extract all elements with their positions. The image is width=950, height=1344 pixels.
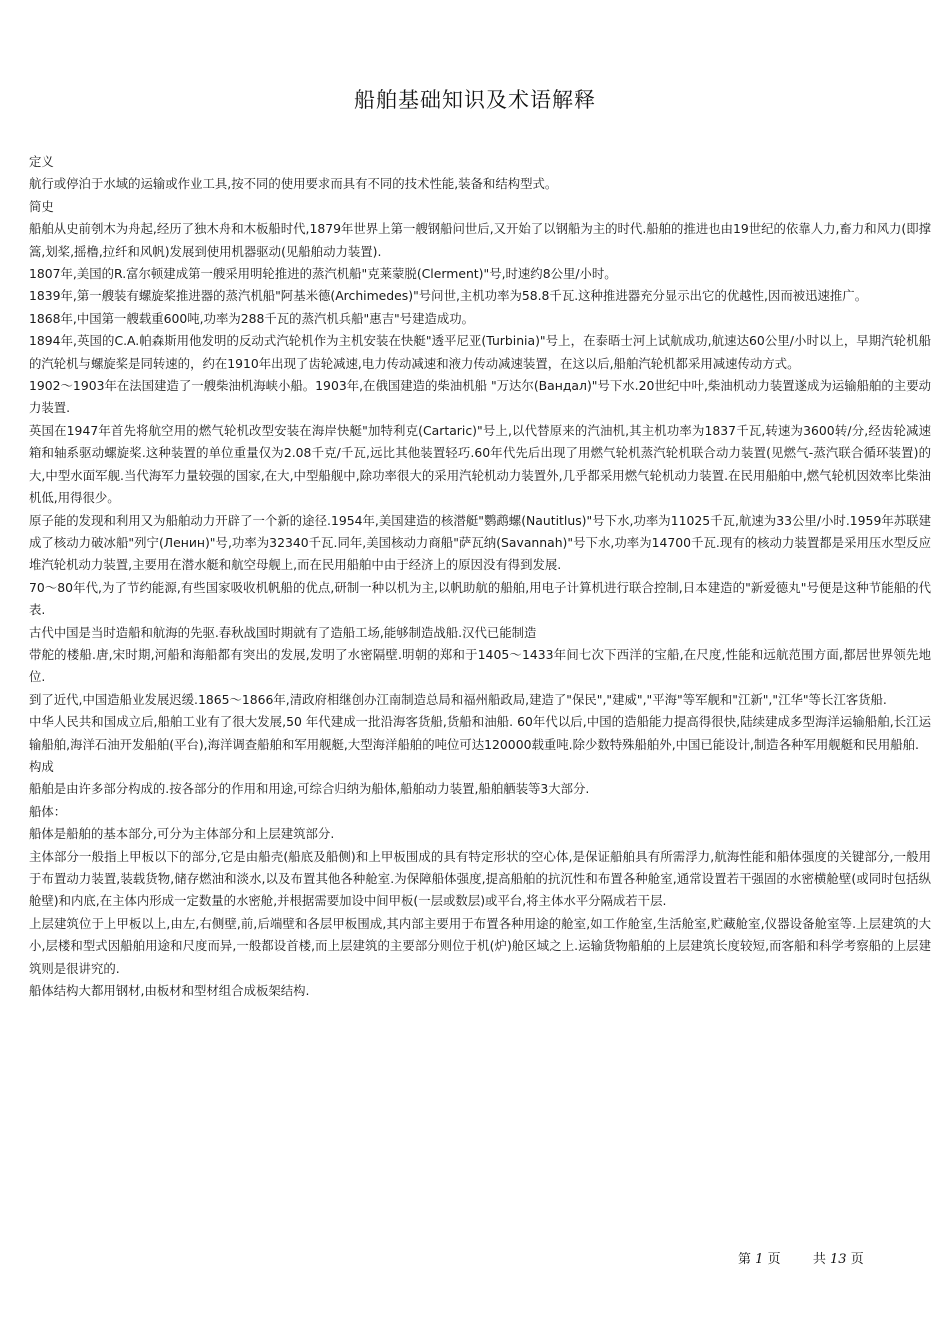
paragraph: 航行或停泊于水域的运输或作业工具,按不同的使用要求而具有不同的技术性能,装备和结构型式。 bbox=[29, 176, 558, 192]
document-body bbox=[29, 151, 931, 1002]
section-heading: 简史 bbox=[29, 198, 54, 214]
paragraph: 原子能的发现和利用又为船舶动力开辟了一个新的途径.1954年,美国建造的核潜艇"鹦鹉螺(Nautitlus)"号下水,功率为11025千瓦,航速为33公里/小时.1959年苏联建成了核动力破冰船"列宁(Ленин)"号,功率为32340千瓦.同年,美国核动力商船"萨瓦纳(Savannah)"号下水,功率为14700千瓦.现有的核动力装置都是采用压水型反应堆汽轮机动力装置,主要用在潜水艇和航空母舰上,而在民用船舶中由于经济上的原因没有得到发展. bbox=[29, 512, 931, 573]
paragraph: 船舶从史前刳木为舟起,经历了独木舟和木板船时代,1879年世界上第一艘钢船问世后,又开始了以钢船为主的时代.船舶的推进也由19世纪的依靠人力,畜力和风力(即撑篙,划桨,摇橹,拉纤和风帆)发展到使用机器驱动(见船舶动力装置). bbox=[29, 221, 931, 259]
paragraph: 1868年,中国第一艘载重600吨,功率为288千瓦的蒸汽机兵船"惠吉"号建造成功。 bbox=[29, 310, 475, 326]
paragraph: 主体部分一般指上甲板以下的部分,它是由船壳(船底及船侧)和上甲板围成的具有特定形状的空心体,是保证船舶具有所需浮力,航海性能和船体强度的关键部分,一般用于布置动力装置,装载货物,储存燃油和淡水,以及布置其他各种舱室.为保障船体强度,提高船舶的抗沉性和布置各种舱室,通常设置若干强固的水密横舱壁(或同时包括纵舱壁)和内底,在主体内形成一定数量的水密舱,并根据需要加设中间甲板(一层或数层)或平台,将主体水平分隔成若干层. bbox=[29, 848, 931, 909]
paragraph: 中华人民共和国成立后,船舶工业有了很大发展,50 年代建成一批沿海客货船,货船和油船. 60年代以后,中国的造船能力提高得很快,陆续建成多型海洋运输船舶,长江运输船舶,海洋石油开发船舶(平台),海洋调查船舶和军用舰艇,大型海洋船舶的吨位可达120000载重吨.除少数特殊船舶外,中国已能设计,制造各种军用舰艇和民用船舶. bbox=[29, 714, 931, 752]
section-heading: 构成 bbox=[29, 758, 54, 774]
page-suffix: 页 bbox=[767, 1252, 781, 1267]
paragraph: 船体是船舶的基本部分,可分为主体部分和上层建筑部分. bbox=[29, 826, 335, 842]
paragraph: 英国在1947年首先将航空用的燃气轮机改型安装在海岸快艇"加特利克(Cartaric)"号上,以代替原来的汽油机,其主机功率为1837千瓦,转速为3600转/分,经齿轮减速箱和轴系驱动螺旋桨.这种装置的单位重量仅为2.08千克/千瓦,远比其他装置轻巧.60年代先后出现了用燃气轮机蒸汽轮机联合动力装置(见燃气-蒸汽联合循环装置)的大,中型水面军舰.当代海军力量较强的国家,在大,中型船舰中,除功率很大的采用汽轮机动力装置外,几乎都采用燃气轮机动力装置.在民用船舶中,燃气轮机因效率比柴油机低,用得很少。 bbox=[29, 422, 931, 506]
page-prefix: 第 bbox=[738, 1252, 752, 1267]
paragraph: 船舶是由许多部分构成的.按各部分的作用和用途,可综合归纳为船体,船舶动力装置,船舶舾装等3大部分. bbox=[29, 781, 590, 797]
paragraph: 1839年,第一艘装有螺旋桨推进器的蒸汽机船"阿基米德(Archimedes)"号问世,主机功率为58.8千瓦.这种推进器充分显示出它的优越性,因而被迅速推广。 bbox=[29, 288, 868, 304]
total-prefix: 共 bbox=[812, 1252, 826, 1267]
paragraph: 1807年,美国的R.富尔顿建成第一艘采用明轮推进的蒸汽机船"克莱蒙脱(Clerment)"号,时速约8公里/小时。 bbox=[29, 266, 617, 282]
section-heading: 定义 bbox=[29, 154, 54, 169]
paragraph: 带舵的楼船.唐,宋时期,河船和海船都有突出的发展,发明了水密隔壁.明朝的郑和于1405～1433年间七次下西洋的宝船,在尺度,性能和远航范围方面,都居世界领先地位. bbox=[29, 646, 931, 685]
section-heading: 船体： bbox=[29, 803, 67, 819]
paragraph: 1902～1903年在法国建造了一艘柴油机海峡小船。1903年,在俄国建造的柴油机船 "万达尔(Вандал)"号下水.20世纪中叶,柴油机动力装置遂成为运输船舶的主要动力装置. bbox=[29, 378, 931, 416]
paragraph: 到了近代,中国造船业发展迟缓.1865～1866年,清政府相继创办江南制造总局和福州船政局,建造了"保民","建威","平海"等军舰和"江新","江华"等长江客货船. bbox=[29, 691, 887, 707]
total-pages: 13 bbox=[830, 1252, 847, 1267]
page-footer bbox=[738, 1248, 864, 1267]
document-title: 船舶基础知识及术语解释 bbox=[354, 88, 596, 112]
paragraph: 上层建筑位于上甲板以上,由左,右侧壁,前,后端壁和各层甲板围成,其内部主要用于布置各种用途的舱室,如工作舱室,生活舱室,贮藏舱室,仪器设备舱室等.上层建筑的大小,层楼和型式因船舶用途和尺度而异,一般都设首楼,而上层建筑的主要部分则位于机(炉)舱区域之上.运输货物船舶的上层建筑长度较短,而客船和科学考察船的上层建筑则是很讲究的. bbox=[29, 915, 931, 976]
paragraph: 古代中国是当时造船和航海的先驱.春秋战国时期就有了造船工场,能够制造战船.汉代已能制造 bbox=[29, 624, 537, 640]
paragraph: 船体结构大都用钢材,由板材和型材组合成板架结构. bbox=[29, 983, 310, 999]
total-suffix: 页 bbox=[850, 1252, 864, 1267]
paragraph: 1894年,英国的C.A.帕森斯用他发明的反动式汽轮机作为主机安装在快艇"透平尼亚(Turbinia)"号上，在泰晤士河上试航成功,航速达60公里/小时以上，早期汽轮机船的汽轮机与螺旋桨是同转速的，约在1910年出现了齿轮减速,电力传动减速和液力传动减速装置，在这以后,船舶汽轮机都采用减速传动方式。 bbox=[29, 333, 931, 371]
paragraph: 70～80年代,为了节约能源,有些国家吸收机帆船的优点,研制一种以机为主,以帆助航的船舶,用电子计算机进行联合控制,日本建造的"新爱德丸"号便是这种节能船的代表. bbox=[29, 579, 931, 618]
page-number: 1 bbox=[755, 1252, 764, 1267]
